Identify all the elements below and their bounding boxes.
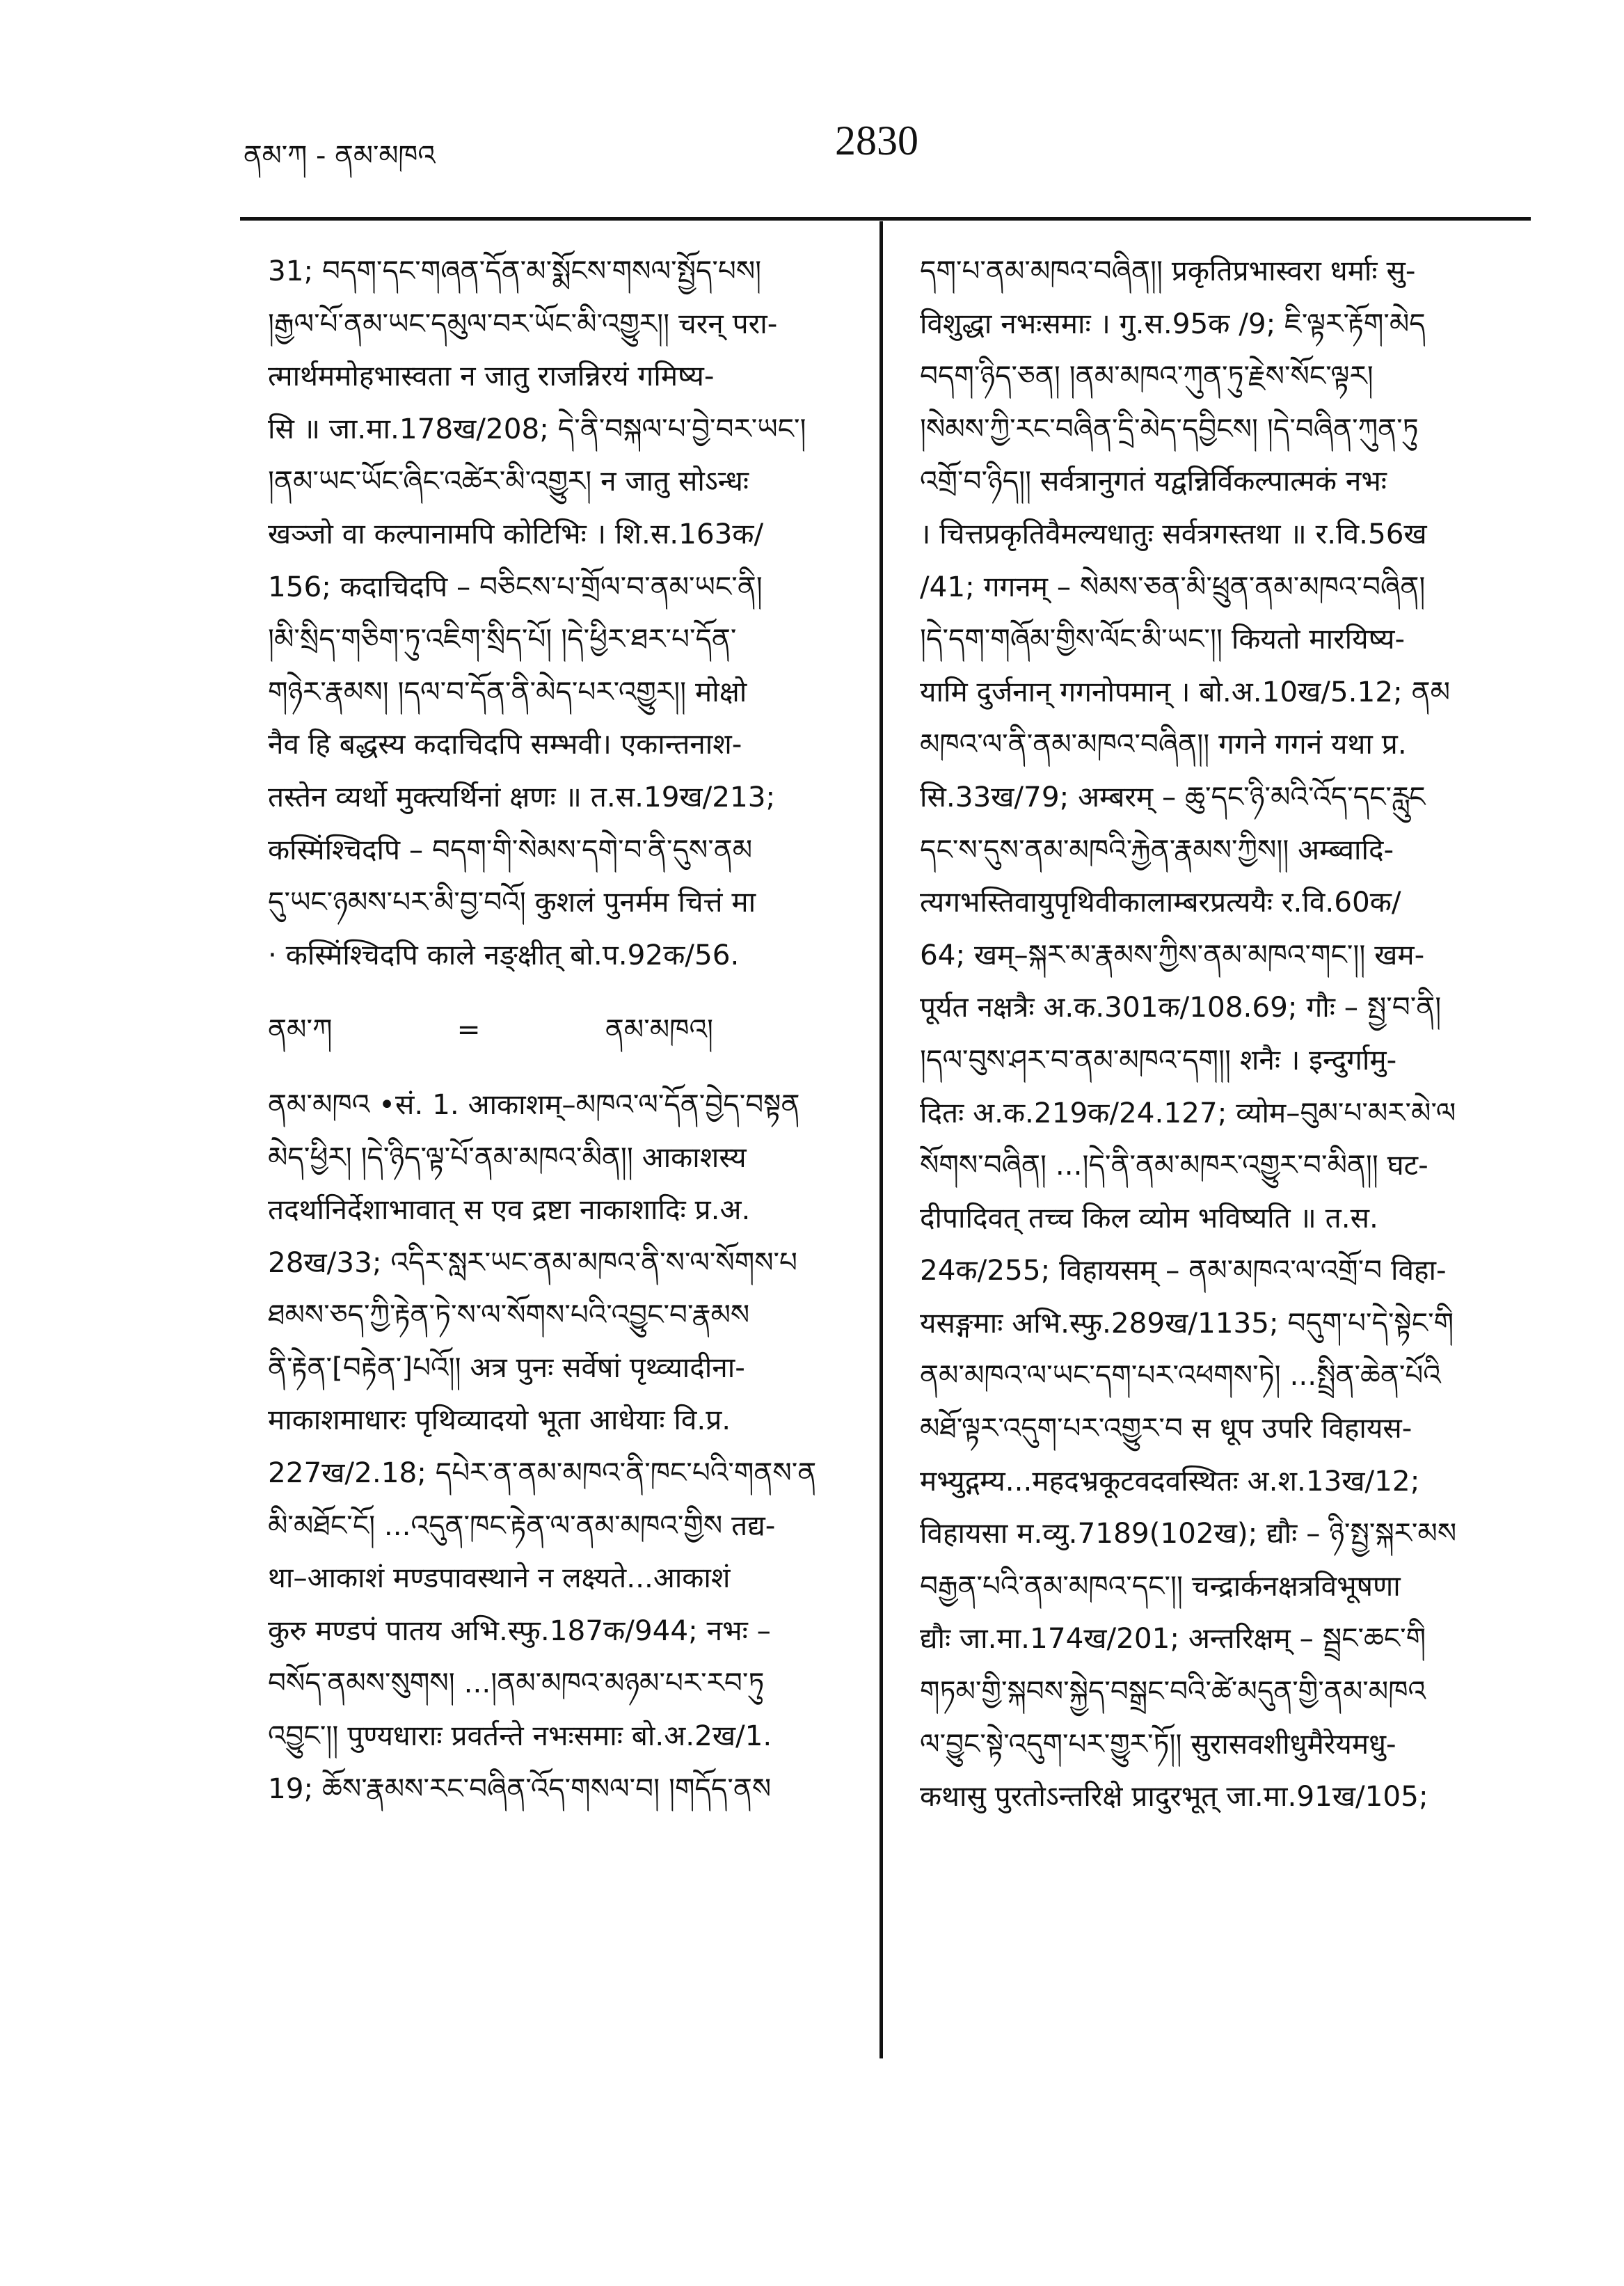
text-line: དུ་ཡང་ཉམས་པར་མི་བྱ་བའོ། कुशलं पुनर्मम चित्तं मा — [268, 885, 756, 919]
text-line: །དལ་བུས་ཤར་བ་ནམ་མཁའ་དག།། शनैः । इन्दुर्गामु- — [920, 1042, 1397, 1077]
header-rule — [240, 217, 1531, 221]
text-line: त्यगभस्तिवायुपृथिवीकालाम्बरप्रत्ययैः र.वि.60क/ — [920, 885, 1401, 919]
text-line: 31; བདག་དང་གཞན་དོན་མ་སྨོངས་གསལ་སྤྱོད་པས། — [268, 254, 762, 287]
text-line: སོགས་བཞིན། ...།དེ་ནི་ནམ་མཁར་འགྱུར་བ་མིན།། घट- — [920, 1148, 1428, 1182]
text-line: །མི་སྲིད་གཅིག་ཏུ་འཇིག་སྲིད་པོ། །དེ་ཕྱིར་ཐར་པ་དོན་ — [268, 622, 737, 656]
text-line: བརྒྱན་པའི་ནམ་མཁའ་དང་།། चन्द्रार्कनक्षत्रविभूषणा — [920, 1569, 1401, 1603]
text-line: བདག་ཉིད་ཅན། །ནམ་མཁའ་ཀུན་ཏུ་རྗེས་སོང་ལྟར། — [920, 359, 1374, 393]
text-line: पूर्यत नक्षत्रैः अ.क.301क/108.69; गौः – སྤྱ་བ་ནི། — [920, 990, 1442, 1024]
text-line: · कस्मिंश्चिदपि काले नङ्क्षीत् बो.प.92क/56. — [268, 937, 740, 971]
text-line: འབྱུང་།། पुण्यधाराः प्रवर्तन्ते नभःसमाः बो.अ.2ख/1. — [268, 1719, 772, 1753]
text-line: दितः अ.क.219क/24.127; व्योम–བུམ་པ་མར་མེ་ལ — [920, 1095, 1456, 1129]
running-header: ནམ་ཀ - ནམ་མཁའ — [244, 140, 436, 172]
text-line: 24क/255; विहायसम् – ནམ་མཁའ་ལ་འགྲོ་བ विहा- — [920, 1253, 1447, 1287]
text-line: །དེ་དག་གཞོམ་གྱིས་ལོང་མི་ཡང་།། कियतो मारयिष्य- — [920, 622, 1406, 656]
text-line: । चित्तप्रकृतिवैमल्यधातुः सर्वत्रगस्तथा ॥ र.वि.56ख — [920, 516, 1427, 550]
text-line: །སེམས་ཀྱི་རང་བཞིན་དྲི་མེད་དབྱིངས། །དེ་བཞིན་ཀུན་ཏུ — [920, 411, 1419, 445]
page-number: 2830 — [835, 118, 918, 164]
text-line: /41; गगनम् – སེམས་ཅན་མི་ཕྲུན་ནམ་མཁའ་བཞིན། — [920, 569, 1426, 603]
text-line: था–आकाशं मण्डपावस्थाने न लक्ष्यते...आकाशं — [268, 1561, 731, 1595]
cross-reference — [268, 1003, 713, 1056]
text-line: विहायसा म.व्यु.7189(102ख); द्यौः – ཉི་སྤྱ་སྐར་མས — [920, 1516, 1457, 1550]
text-line: 64; खम्–སྐར་མ་རྣམས་ཀྱིས་ནམ་མཁའ་གང་།། खम- — [920, 937, 1425, 971]
text-line: तदर्थानिर्देशाभावात् स एव द्रष्टा नाकाशादिः प्र.अ. — [268, 1193, 751, 1227]
entry-text-block — [268, 245, 858, 981]
text-line: सि ॥ जा.मा.178ख/208; དེ་ནི་བསྐལ་པ་བྱེ་བར་ཡང་། — [268, 411, 806, 445]
text-line: དང་ས་དུས་ནམ་མཁའི་རྐྱེན་རྣམས་ཀྱིས།། अम्ब्वादि- — [920, 832, 1394, 866]
text-line: མཁའ་ལ་ནི་ནམ་མཁའ་བཞིན།། गगने गगनं यथा प्र. — [920, 727, 1407, 761]
text-line: །རྒྱལ་པོ་ནམ་ཡང་དམུལ་བར་ཡོང་མི་འགྱུར།། चरन् परा- — [268, 306, 778, 340]
text-line: མཐོ་ལྟར་འདུག་པར་འགྱུར་བ स धूप उपरि विहायस- — [920, 1411, 1412, 1445]
text-line: त्मार्थममोहभास्वता न जातु राजन्निरयं गमिष्य- — [268, 359, 715, 393]
text-line: 156; कदाचिदपि – བཅིངས་པ་གྲོལ་བ་ནམ་ཡང་ནི། — [268, 569, 763, 603]
text-line: ནི་རྟེན་[བརྟེན་]པའོ།། अत्र पुनः सर्वेषां पृथ्व्यादीना- — [268, 1350, 745, 1384]
text-line: གཏམ་གྱི་སྐབས་སྐྱེད་བསྒྲང་བའི་ཚེ་མདུན་གྱི་ནམ་མཁའ — [920, 1674, 1426, 1708]
text-line: ཐམས་ཅད་ཀྱི་རྟེན་ཏེ་ས་ལ་སོགས་པའི་འབྱུང་བ་རྣམས — [268, 1298, 750, 1332]
text-line: 28ख/33; འདིར་སླར་ཡང་ནམ་མཁའ་ནི་ས་ལ་སོགས་པ — [268, 1245, 798, 1279]
text-line: ནམ་མཁའ་ལ་ཡང་དག་པར་འཕགས་ཏེ། ...སྤྲིན་ཆེན་པོའི — [920, 1358, 1441, 1392]
text-line: ལ་བྱུང་སྟེ་འདུག་པར་གྱུར་ཏོ།། सुरासवशीधुमैरेयमधु- — [920, 1727, 1396, 1761]
crossref-target: ནམ་མཁའ། — [605, 1013, 713, 1047]
text-line: 227ख/2.18; དཔེར་ན་ནམ་མཁའ་ནི་ཁང་པའི་གནས་ན — [268, 1456, 817, 1490]
text-line: यसङ्गमाः अभि.स्फु.289ख/1135; བདུག་པ་དེ་སྟེང་གི — [920, 1305, 1454, 1340]
spacer — [268, 981, 858, 1003]
text-line: द्यौः जा.मा.174ख/201; अन्तरिक्षम् – སྦྲང་ཆང་གི — [920, 1621, 1426, 1656]
text-line: सि.33ख/79; अम्बरम् – ཆུ་དང་ཉི་མའི་འོད་དང་རླུང — [920, 779, 1426, 813]
text-line: །ནམ་ཡང་ཡོང་ཞིང་འཚེར་མི་འགྱུར། न जातु सोऽन्धः — [268, 464, 749, 498]
text-line: ནམ་མཁའ •सं. 1. आकाशम्–མཁའ་ལ་དོན་བྱེད་བསྟན — [268, 1087, 800, 1121]
text-line: कस्मिंश्चिदपि – བདག་གི་སེམས་དགེ་བ་ནི་དུས་ནམ — [268, 832, 753, 866]
right-column — [920, 245, 1504, 1823]
crossref-equals: = — [456, 1013, 481, 1047]
text-line: འགྲོ་བ་ཉིད།། सर्वत्रानुगतं यद्वन्निर्विकल्पात्मकं नभः — [920, 464, 1387, 498]
text-line: कथासु पुरतोऽन्तरिक्षे प्रादुरभूत् जा.मा.91ख/105; — [920, 1779, 1428, 1813]
text-line: བསོད་ནམས་སུགས། ...།ནམ་མཁའ་མཉམ་པར་རབ་ཏུ — [268, 1666, 765, 1700]
text-line: མི་མཐོང་ངོ། ...འདུན་ཁང་རྟེན་ལ་ནམ་མཁའ་གྱིས तद्य- — [268, 1508, 776, 1542]
text-line: माकाशमाधारः पृथिव्यादयो भूता आधेयाः वि.प्र. — [268, 1403, 731, 1437]
text-line: मभ्युद्गम्य...महदभ्रकूटवदवस्थितः अ.श.13ख/12; — [920, 1463, 1420, 1498]
text-line: 19; ཆོས་རྣམས་རང་བཞིན་འོད་གསལ་བ། །གདོད་ནས — [268, 1771, 772, 1805]
text-line: མེད་ཕྱིར། །དེ་ཉིད་ལྟ་པོ་ནམ་མཁའ་མིན།། आकाशस्य — [268, 1140, 747, 1174]
text-line: दीपादिवत् तच्च किल व्योम भविष्यति ॥ त.स. — [920, 1200, 1378, 1235]
left-column — [268, 245, 858, 1815]
text-line: གཉེར་རྣམས། །དལ་བ་དོན་ནི་མེད་པར་འགྱུར།། मोक्षो — [268, 674, 747, 708]
column-divider — [879, 221, 883, 2058]
entry-text-block — [268, 1079, 858, 1815]
text-line: དག་པ་ནམ་མཁའ་བཞིན།། प्रकृतिप्रभास्वरा धर्माः सु- — [920, 254, 1416, 287]
text-line: विशुद्धा नभःसमाः । गु.स.95क /9; ཇི་ལྟར་རྟོག་མེད — [920, 306, 1426, 340]
text-line: तस्तेन व्यर्थो मुक्त्यर्थिनां क्षणः ॥ त.स.19ख/213; — [268, 779, 776, 813]
spacer — [268, 1056, 858, 1079]
crossref-term: ནམ་ཀ — [268, 1013, 333, 1047]
text-line: खञ्जो वा कल्पानामपि कोटिभिः । शि.स.163क/ — [268, 516, 764, 550]
text-line: नैव हि बद्धस्य कदाचिदपि सम्भवी। एकान्तनाश- — [268, 727, 742, 761]
text-line: कुरु मण्डपं पातय अभि.स्फु.187क/944; नभः – — [268, 1613, 771, 1647]
text-line: यामि दुर्जनान् गगनोपमान् । बो.अ.10ख/5.12; ནམ — [920, 674, 1451, 708]
